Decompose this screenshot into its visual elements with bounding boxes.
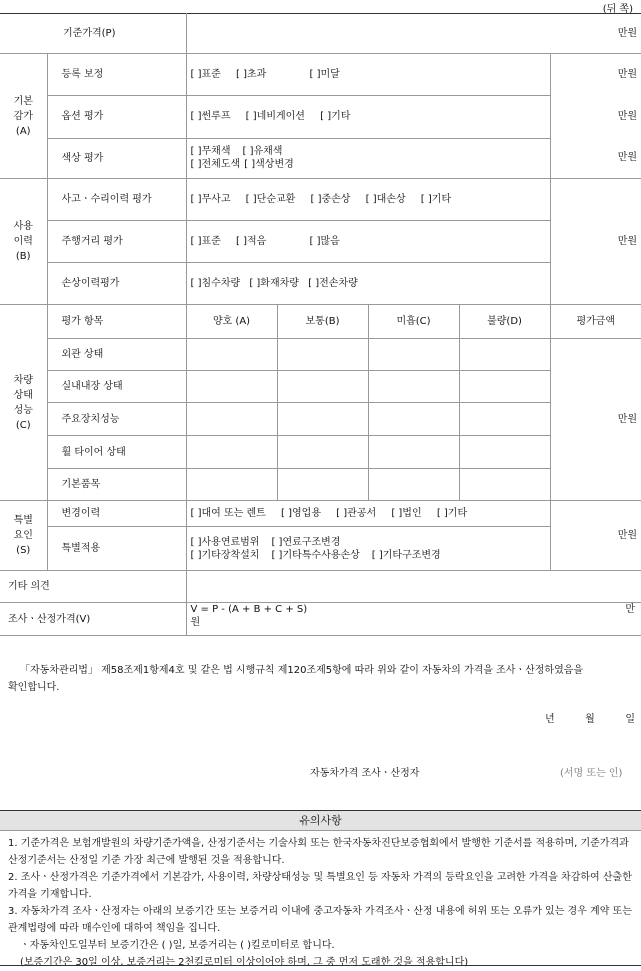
other-opinion-field[interactable]: [186, 571, 641, 603]
accident-eval-label: 사고ㆍ수리이력 평가: [47, 179, 186, 221]
special-factors-section: 특별 요인 (S): [0, 501, 47, 571]
option-equipment-install[interactable]: [ ]기타장착설치: [190, 549, 260, 561]
change-history-options: [186, 501, 550, 527]
grade-cell[interactable]: [277, 403, 368, 436]
registration-label: 등록 보정: [47, 54, 186, 96]
vehicle-state-section: 차량 상태 성능 (C): [0, 305, 47, 501]
main-device-label: 주요장치성능: [47, 403, 186, 436]
assessed-price-formula: V = P - (A + B + C + S): [190, 604, 308, 615]
registration-options: [186, 54, 550, 96]
option-excess[interactable]: [ ]초과: [236, 69, 267, 81]
option-major-damage[interactable]: [ ]대손상: [365, 194, 406, 205]
grade-cell[interactable]: [186, 436, 277, 469]
grade-cell[interactable]: [368, 339, 459, 371]
special-factors-unit: 만원: [550, 501, 641, 571]
grade-cell[interactable]: [459, 371, 550, 403]
signer-label: 자동차가격 조사ㆍ산정자: [310, 768, 420, 779]
basic-items-label: 기본품목: [47, 469, 186, 501]
option-standard[interactable]: [ ]표준: [190, 69, 221, 81]
option-business[interactable]: [ ]영업용: [281, 508, 321, 519]
statement-line-1: 「자동차관리법」 제58조제1항제4호 및 같은 법 시행규칙 제120조제5항에 따라 위와 같이 자동차의 가격을 조사ㆍ산정하였음을: [20, 665, 584, 676]
grade-normal-header: 보통(B): [277, 305, 368, 339]
grade-bad-header: 불량(D): [459, 305, 550, 339]
grade-poor-header: 미흡(C): [368, 305, 459, 339]
note-warranty: ㆍ자동차인도일부터 보증기간은 ( )일, 보증거리는 ( )킬로미터로 합니다.: [20, 940, 335, 951]
table-row: [0, 403, 641, 436]
option-mileage-high[interactable]: [ ]많음: [309, 236, 340, 247]
unit-registration: 만원: [617, 69, 638, 80]
notes-list: [0, 831, 641, 971]
grade-cell[interactable]: [459, 469, 550, 501]
eval-amount-header: 평가금액: [550, 305, 641, 339]
option-mileage-low[interactable]: [ ]적음: [236, 236, 267, 247]
base-price-unit: 만원: [186, 14, 641, 54]
option-chromatic[interactable]: [ ]유채색: [242, 146, 283, 158]
date-day: 일: [625, 714, 635, 725]
mileage-eval-label: 주행거리 평가: [47, 221, 186, 263]
option-eval-label: 옵션 평가: [47, 96, 186, 138]
option-special-use-damage[interactable]: [ ]기타특수사용손상: [271, 549, 360, 561]
note-item-1: 1. 기준가격은 보험개발원의 차량기준가액을, 산정기준서는 기술사회 또는 한국자동차진단보증협회에서 발행한 기준서를 적용하며, 기준가격과 산정기준서는 산정일 기준 가장 최근에 발행된 것을 적용합니다.: [8, 838, 629, 866]
option-sunroof[interactable]: [ ]썬루프: [190, 111, 231, 123]
option-simple-replace[interactable]: [ ]단순교환: [245, 194, 296, 205]
base-price-label: 기준가격(P): [0, 14, 186, 54]
basic-eval-section: 기본 감가 (A): [0, 54, 47, 179]
date-year: 년: [545, 714, 555, 725]
grade-cell[interactable]: [368, 403, 459, 436]
notes-title: 유의사항: [0, 810, 641, 831]
option-full-paint[interactable]: [ ]전체도색: [190, 159, 241, 171]
grade-cell[interactable]: [277, 436, 368, 469]
usage-history-section: 사용 이력 (B): [0, 179, 47, 305]
option-fuel-range[interactable]: [ ]사용연료범위: [190, 536, 260, 548]
appraisal-table: [0, 13, 641, 636]
assessed-price-unit-a: 만: [625, 604, 636, 615]
wheel-tire-label: 휠 타이어 상태: [47, 436, 186, 469]
mileage-eval-options: [186, 221, 550, 263]
option-accident-other[interactable]: [ ]기타: [420, 194, 452, 205]
assessed-price-field[interactable]: [186, 603, 641, 636]
damage-history-options: [186, 263, 550, 305]
option-flooded[interactable]: [ ]침수차량: [190, 278, 241, 289]
table-row: [0, 469, 641, 501]
option-fuel-structure[interactable]: [ ]연료구조변경: [271, 536, 341, 548]
grade-cell[interactable]: [277, 371, 368, 403]
table-row: [0, 339, 641, 371]
grade-cell[interactable]: [186, 339, 277, 371]
option-achromatic[interactable]: [ ]무채색: [190, 146, 231, 158]
date-line: [545, 710, 635, 725]
grade-cell[interactable]: [277, 339, 368, 371]
vehicle-state-unit: 만원: [550, 339, 641, 501]
option-total-loss[interactable]: [ ]전손차량: [308, 278, 358, 289]
option-fire[interactable]: [ ]화재차량: [249, 278, 299, 289]
grade-cell[interactable]: [277, 469, 368, 501]
grade-cell[interactable]: [459, 339, 550, 371]
grade-cell[interactable]: [459, 436, 550, 469]
usage-history-unit: 만원: [550, 179, 641, 305]
page-side-label: (뒤 쪽): [602, 4, 633, 15]
bottom-rule: [0, 965, 641, 966]
grade-cell[interactable]: [186, 371, 277, 403]
option-no-accident[interactable]: [ ]무사고: [190, 194, 231, 205]
special-apply-options: [186, 527, 550, 571]
option-rental[interactable]: [ ]대여 또는 렌트: [190, 508, 266, 519]
grade-cell[interactable]: [368, 436, 459, 469]
eval-item-header: 평가 항목: [47, 305, 186, 339]
color-eval-options: [186, 138, 550, 178]
option-color-change[interactable]: [ ]색상변경: [244, 159, 294, 171]
option-medium-damage[interactable]: [ ]중손상: [310, 194, 351, 205]
change-history-label: 변경이력: [47, 501, 186, 527]
grade-cell[interactable]: [368, 371, 459, 403]
date-month: 월: [585, 714, 595, 725]
option-mileage-standard[interactable]: [ ]표준: [190, 236, 221, 247]
grade-cell[interactable]: [186, 469, 277, 501]
grade-cell[interactable]: [459, 403, 550, 436]
damage-history-label: 손상이력평가: [47, 263, 186, 305]
notes-section: [0, 810, 641, 971]
exterior-state-label: 외관 상태: [47, 339, 186, 371]
accident-eval-options: [186, 179, 550, 221]
option-other[interactable]: [ ]기타: [320, 111, 351, 123]
color-eval-label: 색상 평가: [47, 138, 186, 178]
assessed-price-label: 조사ㆍ산정가격(V): [0, 603, 186, 636]
other-opinion-label: 기타 의견: [0, 571, 186, 603]
grade-good-header: 양호 (A): [186, 305, 277, 339]
table-row: [0, 436, 641, 469]
note-item-2: 2. 조사ㆍ산정가격은 기준가격에서 기본감가, 사용이력, 차량상태성능 및 특별요인 등 자동차 가격의 등락요인을 고려한 가격을 차감하여 산출한 가격을 기재합니다.: [8, 872, 632, 900]
confirmation-statement: [8, 662, 633, 696]
grade-cell[interactable]: [186, 403, 277, 436]
option-eval-options: [186, 96, 550, 138]
option-short[interactable]: [ ]미달: [309, 69, 340, 81]
special-apply-label: 특별적용: [47, 527, 186, 571]
option-government[interactable]: [ ]관공서: [336, 508, 377, 519]
option-navigation[interactable]: [ ]네비게이션: [245, 111, 305, 123]
grade-cell[interactable]: [368, 469, 459, 501]
option-change-other[interactable]: [ ]기타: [436, 508, 468, 519]
unit-option: 만원: [617, 111, 638, 122]
option-corporate[interactable]: [ ]법인: [391, 508, 422, 519]
unit-color: 만원: [617, 152, 638, 163]
note-warranty-detail: (보증기간은 30일 이상, 보증거리는 2천킬로미터 이상이어야 하며, 그 중 먼저 도래한 것을 적용합니다): [20, 957, 469, 968]
option-structure-change[interactable]: [ ]기타구조변경: [371, 549, 441, 561]
note-item-3: 3. 자동차가격 조사ㆍ산정자는 아래의 보증기간 또는 보증거리 이내에 중고자동차 가격조사ㆍ산정 내용에 허위 또는 오류가 있는 경우 계약 또는 관계법령에 따라 매수인에 대하여 책임을 집니다.: [8, 906, 632, 934]
assessed-price-unit-b: 원: [190, 617, 201, 628]
signature-note[interactable]: (서명 또는 인): [560, 768, 623, 779]
statement-line-2: 확인합니다.: [8, 682, 60, 693]
basic-eval-units: [550, 54, 641, 179]
table-row: [0, 371, 641, 403]
interior-state-label: 실내내장 상태: [47, 371, 186, 403]
